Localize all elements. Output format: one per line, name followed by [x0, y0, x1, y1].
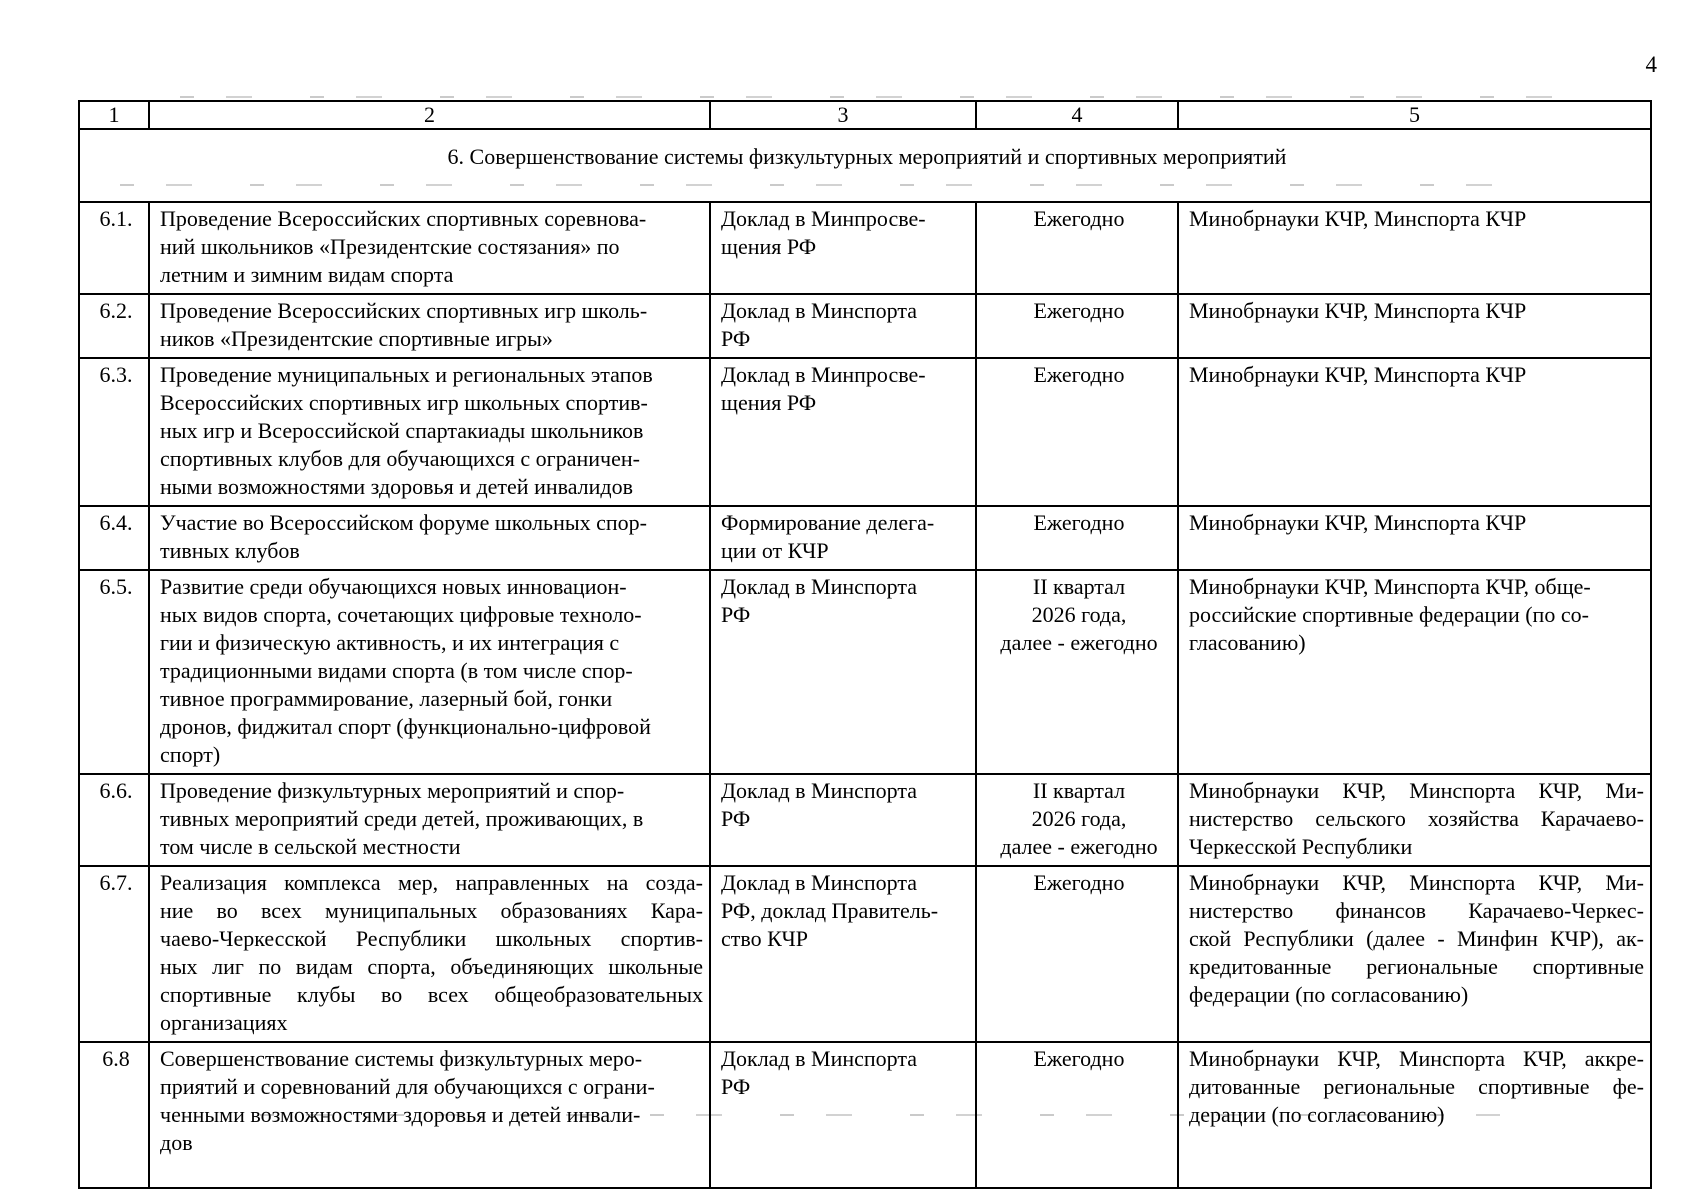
row-number-cell: 6.5. — [79, 570, 149, 774]
responsible-cell: Минобрнауки КЧР, Минспорта КЧР — [1178, 294, 1651, 358]
period-cell: Ежегодно — [976, 866, 1178, 1042]
period-cell: Ежегодно — [976, 1042, 1178, 1188]
activity-cell: Проведение Всероссийских спортивных соревнова- ний школьников «Президентские состязания» по летним и зимним видам спорта — [149, 202, 710, 294]
responsible-cell: Минобрнауки КЧР, Минспорта КЧР — [1178, 202, 1651, 294]
activity-cell: Проведение физкультурных мероприятий и спор- тивных мероприятий среди детей, проживающих, в том числе в сельской местности — [149, 774, 710, 866]
section-header-row — [79, 129, 1651, 202]
activity-cell: Проведение муниципальных и региональных этапов Всероссийских спортивных игр школьных спортив- ных игр и Всероссийской спартакиады школьников спортивных клубов для обучающихся с ограничен- ными возможностями здоровья и детей инвалидов — [149, 358, 710, 506]
page-number: 4 — [1645, 52, 1657, 77]
row-number-cell: 6.8 — [79, 1042, 149, 1188]
table-row — [79, 506, 1651, 570]
column-header-4: 4 — [976, 101, 1178, 129]
table-row — [79, 358, 1651, 506]
period-cell: Ежегодно — [976, 506, 1178, 570]
period-cell: Ежегодно — [976, 294, 1178, 358]
row-number-cell: 6.1. — [79, 202, 149, 294]
report-form-cell: Доклад в Минпросве- щения РФ — [710, 358, 976, 506]
table-row — [79, 570, 1651, 774]
period-cell: II квартал 2026 года, далее - ежегодно — [976, 570, 1178, 774]
row-number-cell: 6.7. — [79, 866, 149, 1042]
row-number-cell: 6.6. — [79, 774, 149, 866]
report-form-cell: Доклад в Минспорта РФ, доклад Правитель- ство КЧР — [710, 866, 976, 1042]
scan-artifact — [180, 96, 1560, 98]
responsible-cell: Минобрнауки КЧР, Минспорта КЧР — [1178, 506, 1651, 570]
responsible-cell: Минобрнауки КЧР, Минспорта КЧР, обще- российские спортивные федерации (по со- гласованию) — [1178, 570, 1651, 774]
table-row — [79, 1042, 1651, 1188]
activity-cell: Реализация комплекса мер, направленных на созда- ние во всех муниципальных образованиях Кара- чаево-Черкесской Республики школьных спортив- ных лиг по видам спорта, объединяющих школьные спортивные клубы во всех общеобразовательных организациях — [149, 866, 710, 1042]
responsible-cell: Минобрнауки КЧР, Минспорта КЧР, Ми- нистерство сельского хозяйства Карачаево- Черкесской Республики — [1178, 774, 1651, 866]
report-form-cell: Доклад в Минспорта РФ — [710, 1042, 976, 1188]
activity-cell: Развитие среди обучающихся новых инновацион- ных видов спорта, сочетающих цифровые техноло- гии и физическую активность, и их интеграция с традиционными видами спорта (в том числе спор- тивное программирование, лазерный бой, гонки дронов, фиджитал спорт (функционально-цифровой спорт) — [149, 570, 710, 774]
report-form-cell: Доклад в Минспорта РФ — [710, 570, 976, 774]
responsible-cell: Минобрнауки КЧР, Минспорта КЧР, Ми- нистерство финансов Карачаево-Черкес- ской Республики (далее - Минфин КЧР), ак- кредитованные региональные спортивные федерации (по согласованию) — [1178, 866, 1651, 1042]
period-cell: II квартал 2026 года, далее - ежегодно — [976, 774, 1178, 866]
table-row — [79, 202, 1651, 294]
row-number-cell: 6.4. — [79, 506, 149, 570]
column-header-3: 3 — [710, 101, 976, 129]
table-row — [79, 294, 1651, 358]
column-header-2: 2 — [149, 101, 710, 129]
table-row — [79, 866, 1651, 1042]
row-number-cell: 6.3. — [79, 358, 149, 506]
responsible-cell: Минобрнауки КЧР, Минспорта КЧР, аккре- дитованные региональные спортивные фе- дерации (по согласованию) — [1178, 1042, 1651, 1188]
section-title: 6. Совершенствование системы физкультурных мероприятий и спортивных мероприятий — [79, 129, 1651, 202]
activity-cell: Участие во Всероссийском форуме школьных спор- тивных клубов — [149, 506, 710, 570]
period-cell: Ежегодно — [976, 202, 1178, 294]
column-header-5: 5 — [1178, 101, 1651, 129]
period-cell: Ежегодно — [976, 358, 1178, 506]
row-number-cell: 6.2. — [79, 294, 149, 358]
report-form-cell: Доклад в Минспорта РФ — [710, 294, 976, 358]
plan-table — [78, 100, 1652, 1189]
report-form-cell: Доклад в Минпросве- щения РФ — [710, 202, 976, 294]
responsible-cell: Минобрнауки КЧР, Минспорта КЧР — [1178, 358, 1651, 506]
column-header-1: 1 — [79, 101, 149, 129]
column-header-row — [79, 101, 1651, 129]
report-form-cell: Доклад в Минспорта РФ — [710, 774, 976, 866]
activity-cell: Совершенствование системы физкультурных меро- приятий и соревнований для обучающихся с ограни- ченными возможностями здоровья и детей инвали- дов — [149, 1042, 710, 1188]
table-row — [79, 774, 1651, 866]
activity-cell: Проведение Всероссийских спортивных игр школь- ников «Президентские спортивные игры» — [149, 294, 710, 358]
report-form-cell: Формирование делега- ции от КЧР — [710, 506, 976, 570]
